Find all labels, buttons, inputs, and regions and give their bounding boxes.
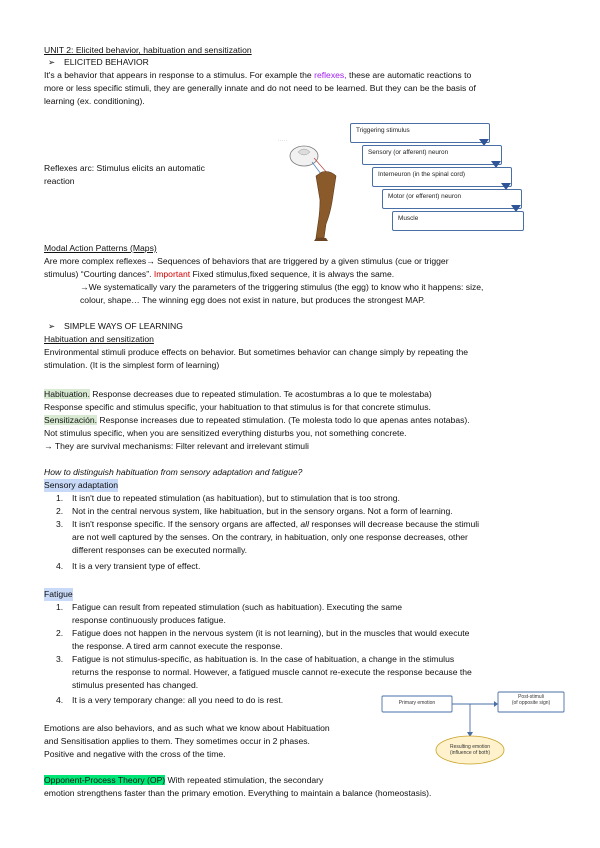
sensitization-term: Sensitización.	[44, 415, 98, 425]
sensitization-line-2: Not stimulus specific, when you are sensitized everything disturbs you, not something concrete.	[44, 428, 407, 438]
flow-step-4: Motor (or efferent) neuron	[382, 189, 522, 209]
simple-line-2: stimulation. (It is the simplest form of learning)	[44, 360, 220, 370]
arrow-bullet-icon: ➢	[48, 57, 56, 67]
elicited-line-1: It's a behavior that appears in response to a stimulus. For example the reflexes, these are automatic reactions to	[44, 70, 472, 80]
emotions-line-2: and Sensitisation applies to them. They sometimes occur in 2 phases.	[44, 736, 310, 746]
opt-line-2: emotion strengthens faster than the primary emotion. Everything to maintain a balance (homeostasis).	[44, 788, 432, 798]
secondary-emotion-label: Post-stimuli	[518, 694, 544, 700]
habituation-term: Habituation.	[44, 389, 90, 399]
opt-line-1: Opponent-Process Theory (OP) With repeated stimulation, the secondary	[44, 775, 324, 785]
primary-emotion-label: Primary emotion	[398, 700, 436, 706]
leg-shape	[316, 172, 336, 239]
maps-line-2: stimulus) “Courting dances”. Important Fixed stimulus,fixed sequence, it is always the same.	[44, 269, 395, 279]
reflex-arc-label: Reflexes arc: Stimulus elicits an automatic	[44, 163, 205, 173]
flow-step-3: Interneuron (in the spinal cord)	[372, 167, 512, 187]
maps-line-1: Are more complex reflexes→ Sequences of behaviors that are triggered by a given stimulus (cue or trigger	[44, 256, 449, 266]
maps-heading: Modal Action Patterns (Maps)	[44, 243, 157, 253]
notes-page: UNIT 2: Elicited behavior, habituation and sensitization ➢ ELICITED BEHAVIOR It's a behavior that appears in response to a stimulus. For example the reflexes, these are automatic reactions to more or less specific stimuli, they are generally innate and do not need to be learned. But they can be the basis of learning (ex. conditioning). Reflexes arc: Stimulus elicits an automatic reaction · · · · · Triggering stimulus Sensory (or afferent) neuron Interneuron (in the spinal cord) Motor (or efferent) neuron Muscle Modal Action Patterns (Maps) Are more complex reflexes→ Sequences of behaviors that are triggered by a given stimulus (cue or trigger stimulus) “Courting dances”. Important Fixed stimulus,fixed sequence, it is always the same. →We systematically vary the parameters of the triggering stimulus (the egg) to know who it happens: size, colour, shape… The winning egg does not exist in nature, but produces the strongest MAP. ➢ SIMPLE WAYS OF LEARNING Habituation and sensitization Environmental stimuli produce effects on behavior. But sometimes behavior can change simply by repeating the stimulation. (It is the simplest form of learning) Habituation. Response decreases due to repeated stimulation. Te acostumbras a lo que te molestaba) Response specific and stimulus specific, your habituation to that stimulus is for that concrete stimulus. Sensitización. Response increases due to repeated stimulation. (Te molesta todo lo que apenas antes notabas). Not stimulus specific, when you are sensitized everything disturbs you, not something concrete. → They are survival mechanisms: Filter relevant and irrelevant stimuli How to distinguish habituation from sensory adaptation and fatigue? Sensory adaptation 1. It isn't due to repeated stimulation (as habituation), but to stimulation that is too strong. 2. Not in the central nervous system, like habituation, but in the sensory organs. Not a form of learning. 3. It isn't response specific. If the sensory organs are affected, all responses will decrease because the stimuli are not well captured by the senses. On the contrary, in habituation, only one response decreases, other different responses can be executed normally. 4. It is a very transient type of effect. Fatigue 1. Fatigue can result from repeated stimulation (such as habituation). Executing the same response continuously produces fatigue. 2. Fatigue does not happen in the nervous system (it is not learning), but in the muscles that would execute the response. A tired arm cannot execute the response. 3. Fatigue is not stimulus-specific, as habituation is. In the case of habituation, a change in the stimulus returns the response to normal. However, a fatigued muscle cannot re-execute the response because the stimulus presented has changed. 4. It is a very temporary change: all you need to do is rest. Emotions are also behaviors, and as such what we know about Habituation and Sensitisation applies to them. They sometimes occur in 2 phases. Positive and negative with the cross of the time. Primary emotion Post-stimuli (of opposite sign) Resulting emotion (influence of both) Opponent-Process Theory (OP) With repeated stimulation, the secondary emotion strengthens faster than the primary emotion. Everything to maintain a balance (homeostasis).	[0, 0, 600, 848]
maps-line-4: colour, shape… The winning egg does not exist in nature, but produces the strongest MAP.	[80, 295, 426, 305]
habituation-def: Habituation. Response decreases due to repeated stimulation. Te acostumbras a lo que te molestaba)	[44, 389, 432, 399]
hab-sens-heading: Habituation and sensitization	[44, 334, 154, 344]
fatigue-heading: Fatigue	[44, 589, 73, 599]
simple-heading: SIMPLE WAYS OF LEARNING	[64, 321, 183, 331]
reflex-arc-illustration	[276, 134, 360, 242]
maps-line-3: →We systematically vary the parameters of the triggering stimulus (the egg) to know who it happens: size,	[80, 282, 484, 292]
result-emotion-label: Resulting emotion	[449, 744, 491, 750]
simple-line-1: Environmental stimuli produce effects on behavior. But sometimes behavior can change simply by repeating the	[44, 347, 469, 357]
result-emotion-label-2: (influence of both)	[449, 750, 491, 756]
foot-shape	[314, 238, 328, 241]
illustration-note: · · · · ·	[278, 139, 287, 143]
opt-term: Opponent-Process Theory (OP)	[44, 775, 166, 785]
reflexes-term: reflexes,	[314, 70, 347, 80]
unit-title: UNIT 2: Elicited behavior, habituation and sensitization	[44, 45, 252, 55]
arrow-bullet-icon: ➢	[48, 321, 56, 331]
sensitization-def: Sensitización. Response increases due to repeated stimulation. (Te molesta todo lo que apenas antes notabas).	[44, 415, 470, 425]
habituation-line-2: Response specific and stimulus specific, your habituation to that stimulus is for that concrete stimulus.	[44, 402, 431, 412]
secondary-emotion-label-2: (of opposite sign)	[511, 700, 551, 706]
emotions-line-3: Positive and negative with the cross of the time.	[44, 749, 226, 759]
survival-line: → They are survival mechanisms: Filter relevant and irrelevant stimuli	[44, 441, 309, 451]
elicited-heading: ELICITED BEHAVIOR	[64, 57, 149, 67]
flow-step-5: Muscle	[392, 211, 524, 231]
elicited-line-3: learning (ex. conditioning).	[44, 96, 145, 106]
flow-step-2: Sensory (or afferent) neuron	[362, 145, 502, 165]
flow-step-1: Triggering stimulus	[350, 123, 490, 143]
distinguish-question: How to distinguish habituation from sensory adaptation and fatigue?	[44, 467, 303, 477]
reflex-arc-label-2: reaction	[44, 176, 75, 186]
emotions-line-1: Emotions are also behaviors, and as such what we know about Habituation	[44, 723, 330, 733]
sensory-adaptation-heading: Sensory adaptation	[44, 480, 119, 490]
important-label: Important	[153, 269, 191, 279]
elicited-line-2: more or less specific stimuli, they are generally innate and do not need to be learned. But they can be the basis of	[44, 83, 476, 93]
